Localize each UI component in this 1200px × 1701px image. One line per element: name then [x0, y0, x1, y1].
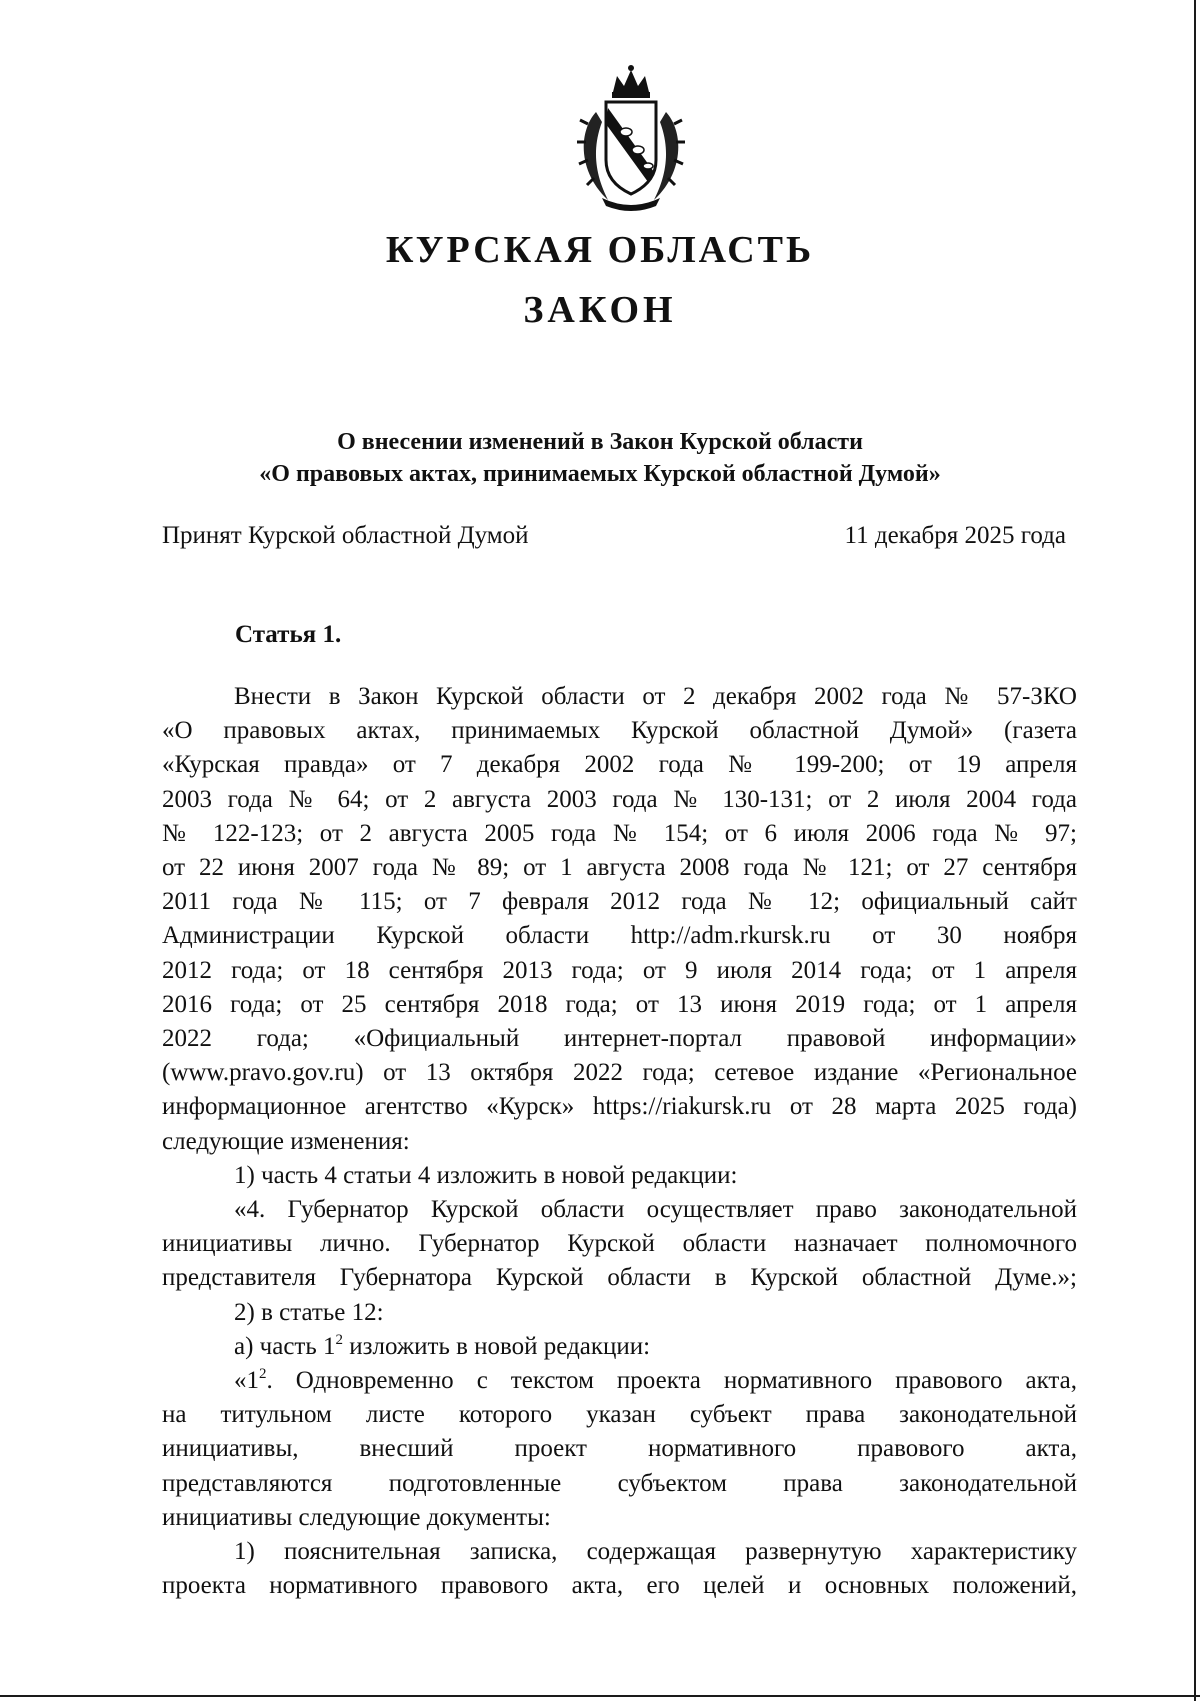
body-line: 2022 года; «Официальный интернет-портал правовой информации» [162, 1025, 1077, 1053]
article-body [162, 680, 1077, 1603]
body-line: 2012 года; от 18 сентября 2013 года; от 9 июля 2014 года; от 1 апреля [162, 956, 1077, 984]
body-line: 2016 года; от 25 сентября 2018 года; от 13 июня 2019 года; от 1 апреля [162, 990, 1077, 1018]
body-line: инициативы следующие документы: [162, 1503, 551, 1531]
body-line: следующие изменения: [162, 1127, 410, 1155]
body-line: 1) пояснительная записка, содержащая развернутую характеристику [234, 1538, 1077, 1566]
body-line: «4. Губернатор Курской области осуществляет право законодательной [234, 1196, 1077, 1224]
coat-of-arms-emblem [568, 62, 694, 212]
adoption-row [162, 522, 1066, 550]
body-line: 2003 года № 64; от 2 августа 2003 года № 130-131; от 2 июля 2004 года [162, 785, 1077, 813]
body-line-quote-1-2: «$1^2$. Одновременно с текстом проекта нормативного правового акта, [234, 1366, 1077, 1395]
law-title-line-2: «О правовых актах, принимаемых Курской областной Думой» [259, 461, 941, 487]
adopted-by: Принят Курской областной Думой [162, 522, 529, 549]
body-line: Администрации Курской области http://adm.rkursk.ru от 30 ноября [162, 922, 1077, 950]
body-line: (www.pravo.gov.ru) от 13 октября 2022 года; сетевое издание «Региональное [162, 1059, 1077, 1087]
body-line: от 22 июня 2007 года № 89; от 1 августа 2008 года № 121; от 27 сентября [162, 854, 1077, 882]
body-line: проекта нормативного правового акта, его целей и основных положений, [162, 1572, 1077, 1600]
region-heading: КУРСКАЯ ОБЛАСТЬ [385, 229, 815, 271]
scan-edge-bottom [0, 1695, 1200, 1697]
body-line: Внести в Закон Курской области от 2 декабря 2002 года № 57-ЗКО [234, 683, 1077, 710]
body-line: 1) часть 4 статьи 4 изложить в новой редакции: [234, 1161, 738, 1189]
body-line: «Курская правда» от 7 декабря 2002 года № 199-200; от 19 апреля [162, 751, 1077, 779]
body-line: представителя Губернатора Курской области в Курской областной Думе.»; [162, 1264, 1077, 1292]
adoption-date: 11 декабря 2025 года [844, 522, 1066, 549]
article-heading: Статья 1. [235, 621, 342, 648]
body-line: 2011 года № 115; от 7 февраля 2012 года № 12; официальный сайт [162, 888, 1077, 916]
body-line: № 122-123; от 2 августа 2005 года № 154; от 6 июля 2006 года № 97; [162, 819, 1077, 847]
document-type-heading: ЗАКОН [523, 289, 677, 331]
law-title-line-1: О внесении изменений в Закон Курской области [337, 429, 863, 455]
body-line: представляются подготовленные субъектом права законодательной [162, 1469, 1077, 1497]
body-line-part-1-2: а) часть $1^2$ изложить в новой редакции: [234, 1331, 651, 1360]
body-line: 2) в статье 12: [234, 1298, 384, 1326]
body-line: на титульном листе которого указан субъект права законодательной [162, 1401, 1077, 1429]
body-line: информационное агентство «Курск» https://riakursk.ru от 28 марта 2025 года) [162, 1093, 1077, 1121]
body-line: инициативы, внесший проект нормативного правового акта, [162, 1435, 1077, 1463]
body-line: инициативы лично. Губернатор Курской области назначает полномочного [162, 1230, 1077, 1258]
body-line: «О правовых актах, принимаемых Курской областной Думой» (газета [162, 717, 1077, 745]
